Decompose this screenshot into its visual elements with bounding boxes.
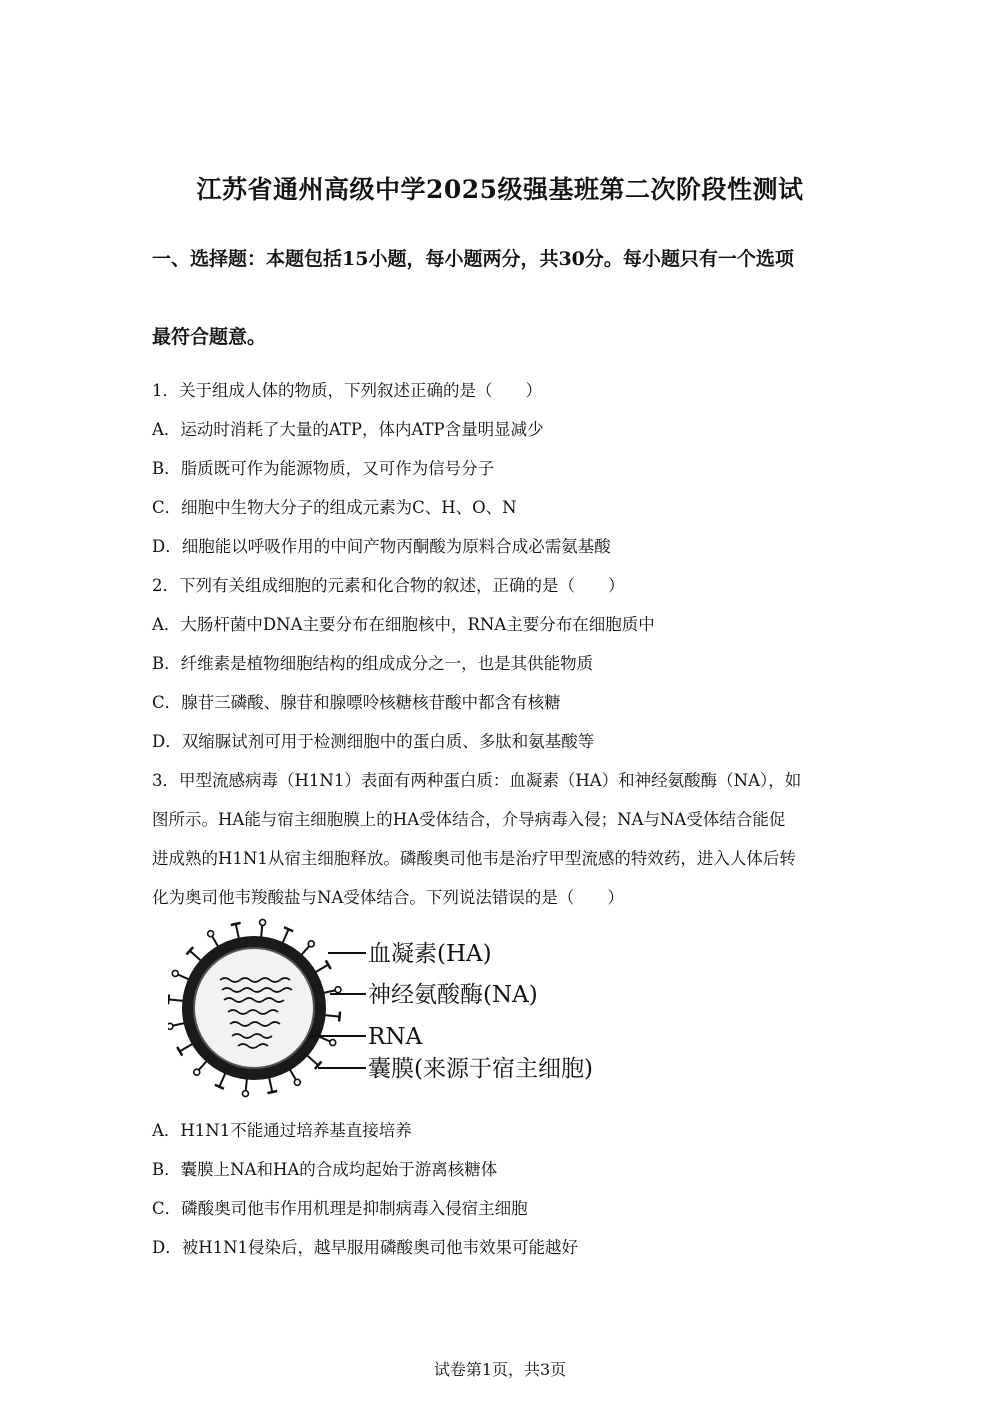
- ha-label: 血凝素(HA): [368, 941, 492, 967]
- q3-option-c: C．磷酸奥司他韦作用机理是抑制病毒入侵宿主细胞: [152, 1199, 528, 1218]
- spike-stem: [168, 999, 184, 1001]
- ha-spike-cap: [231, 923, 241, 925]
- spike-stem: [306, 1055, 318, 1066]
- q3-option-b: B．囊膜上NA和HA的合成均起始于游离核糖体: [152, 1160, 498, 1179]
- q3-option-d: D．被H1N1侵染后，越早服用磷酸奥司他韦效果可能越好: [152, 1238, 579, 1257]
- na-spike-knob: [194, 1069, 200, 1075]
- envelope-label: 囊膜(来源于宿主细胞): [368, 1056, 593, 1082]
- na-spike-knob: [168, 1023, 173, 1029]
- na-spike-knob: [308, 941, 314, 947]
- q2-option-d: D．双缩脲试剂可用于检测细胞中的蛋白质、多肽和氨基酸等: [152, 732, 595, 751]
- virus-core: [194, 948, 314, 1068]
- ha-spike-cap: [267, 1091, 277, 1093]
- q3-stem-line3: 进成熟的H1N1从宿主细胞释放。磷酸奥司他韦是治疗甲型流感的特效药，进入人体后转: [152, 849, 796, 868]
- ha-spike-cap: [339, 1012, 340, 1022]
- q3-stem-line2: 图所示。HA能与宿主细胞膜上的HA受体结合，介导病毒入侵；NA与NA受体结合能促: [152, 810, 786, 829]
- page-footer: 试卷第1页，共3页: [433, 1360, 567, 1379]
- q2-option-a: A．大肠杆菌中DNA主要分布在细胞核中，RNA主要分布在细胞质中: [152, 615, 655, 634]
- virus-figure: [168, 918, 628, 1098]
- section-heading-line2: 最符合题意。: [152, 326, 267, 348]
- spike-stem: [236, 924, 239, 940]
- na-label: 神经氨酸酶(NA): [368, 982, 538, 1008]
- q3-stem-line4: 化为奥司他韦羧酸盐与NA受体结合。下列说法错误的是（ ）: [152, 888, 624, 907]
- spike-stem: [190, 951, 202, 962]
- na-spike-knob: [172, 970, 178, 976]
- q1-option-d: D．细胞能以呼吸作用的中间产物丙酮酸为原料合成必需氨基酸: [152, 537, 611, 556]
- q1-stem: 1．关于组成人体的物质，下列叙述正确的是（ ）: [152, 381, 542, 400]
- spike-stem: [282, 929, 288, 944]
- q2-option-b: B．纤维素是植物细胞结构的组成成分之一，也是其供能物质: [152, 654, 594, 673]
- na-spike-knob: [294, 1079, 300, 1085]
- spike-stem: [314, 965, 328, 973]
- spike-stem: [219, 1072, 225, 1087]
- q1-option-c: C．细胞中生物大分子的组成元素为C、H、O、N: [152, 498, 517, 517]
- ha-spike-cap: [168, 994, 169, 1004]
- na-spike-knob: [242, 1091, 248, 1097]
- exam-title: 江苏省通州高级中学2025级强基班第二次阶段性测试: [196, 175, 804, 204]
- na-spike-knob: [208, 931, 214, 937]
- q2-stem: 2．下列有关组成细胞的元素和化合物的叙述，正确的是（ ）: [152, 576, 625, 595]
- section-heading-line1: 一、选择题：本题包括15小题，每小题两分，共30分。每小题只有一个选项: [152, 248, 794, 270]
- spike-stem: [324, 1015, 340, 1017]
- spike-stem: [269, 1076, 272, 1092]
- q3-option-a: A．H1N1不能通过培养基直接培养: [152, 1121, 412, 1140]
- q1-option-a: A．运动时消耗了大量的ATP，体内ATP含量明显减少: [152, 420, 544, 439]
- na-spike-knob: [330, 1040, 336, 1046]
- q2-option-c: C．腺苷三磷酸、腺苷和腺嘌呤核糖核苷酸中都含有核糖: [152, 693, 561, 712]
- na-spike-knob: [335, 987, 341, 993]
- spike-stem: [180, 1043, 194, 1051]
- na-spike-knob: [260, 919, 266, 925]
- rna-label: RNA: [368, 1024, 423, 1050]
- q3-stem-line1: 3．甲型流感病毒（H1N1）表面有两种蛋白质：血凝素（HA）和神经氨酸酶（NA），如: [152, 771, 802, 790]
- q1-option-b: B．脂质既可作为能源物质，又可作为信号分子: [152, 459, 495, 478]
